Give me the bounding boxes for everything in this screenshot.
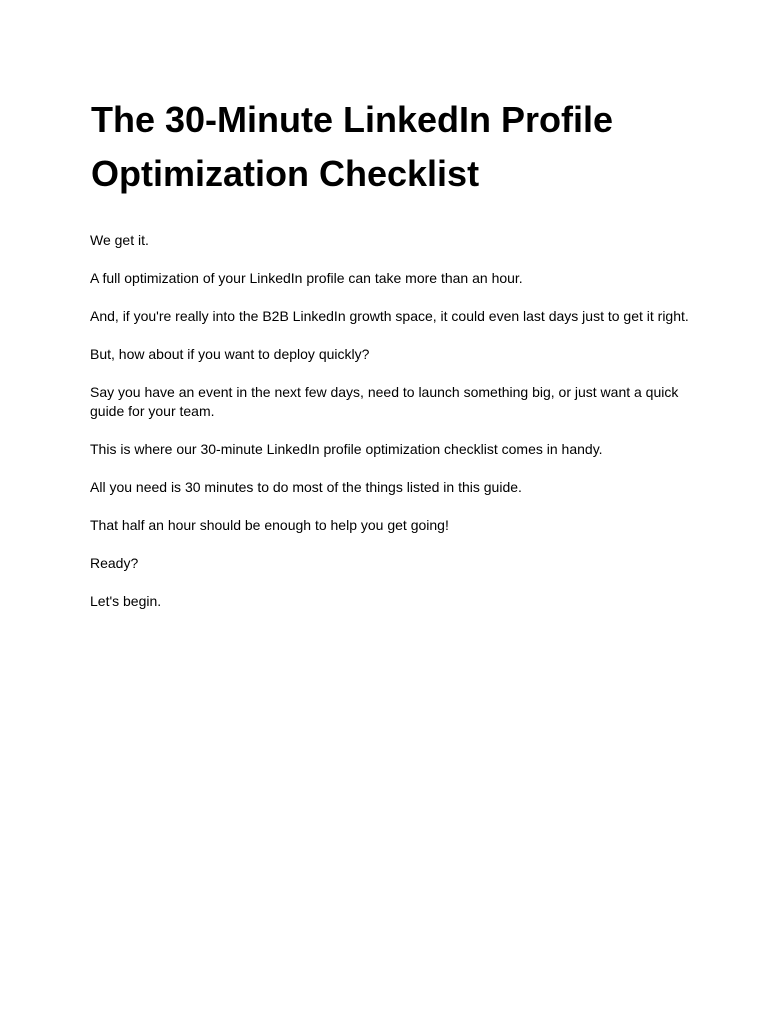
paragraph: Let's begin. bbox=[90, 593, 162, 609]
paragraph: All you need is 30 minutes to do most of the things listed in this guide. bbox=[90, 479, 522, 495]
document-title: The 30-Minute LinkedIn Profile Optimization Checklist bbox=[91, 99, 614, 194]
paragraph: But, how about if you want to deploy quickly? bbox=[90, 346, 370, 362]
paragraph: That half an hour should be enough to help you get going! bbox=[90, 517, 449, 533]
paragraph: This is where our 30-minute LinkedIn profile optimization checklist comes in handy. bbox=[90, 441, 603, 457]
paragraph: Say you have an event in the next few days, need to launch something big, or just want a quick guide for your team. bbox=[90, 384, 679, 419]
paragraph: We get it. bbox=[90, 232, 149, 248]
paragraph: And, if you're really into the B2B LinkedIn growth space, it could even last days just to get it right. bbox=[90, 308, 689, 324]
paragraph: A full optimization of your LinkedIn profile can take more than an hour. bbox=[90, 270, 523, 286]
paragraph: Ready? bbox=[90, 555, 139, 571]
document-body bbox=[90, 231, 690, 630]
